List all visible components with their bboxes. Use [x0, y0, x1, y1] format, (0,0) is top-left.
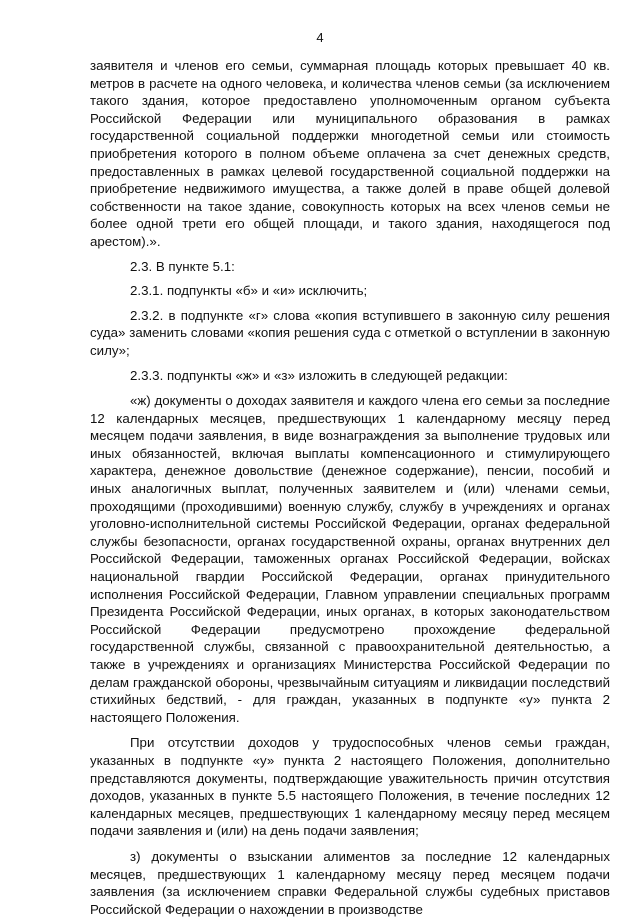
paragraph-clause-2-3-1: 2.3.1. подпункты «б» и «и» исключить; — [130, 283, 368, 299]
paragraph-clause-2-3: 2.3. В пункте 5.1: — [130, 258, 235, 274]
page-number: 4 — [316, 30, 324, 45]
paragraph-continuation: заявителя и членов его семьи, суммарная площадь которых превышает 40 кв. метров в расчете на одного человека, и количества членов семьи (за исключением такого здания, которое предоставлено уполномоченным органом субъекта Российской Федерации или муниципального образования в рамках государственной социальной поддержки многодетной семьи или стоимость приобретения которого в полном объеме оплачена за счет денежных средств, предоставленных в рамках целевой государственной социальной поддержки на приобретение недвижимого имущества, а также долей в праве общей долевой собственности на такое здание, совокупность которых на всех членов семьи не более одной трети его общей площади, и такого здания, находящегося под арестом).». — [90, 58, 610, 249]
paragraph-clause-2-3-3: 2.3.3. подпункты «ж» и «з» изложить в следующей редакции: — [130, 367, 508, 383]
paragraph-subclause-zh: «ж) документы о доходах заявителя и каждого члена его семьи за последние 12 календарных месяцев, предшествующих 1 календарному месяцу перед месяцем подачи заявления, в виде вознаграждения за выполнение трудовых или иных обязанностей, включая выплаты компенсационного и стимулирующего характера, денежное довольствие (денежное содержание), пенсии, пособий и иных аналогичных выплат, полученных заявителем и (или) членами семьи, проходящими (проходившими) военную службу, службу в учреждениях и органах уголовно-исполнительной системы Российской Федерации, органах федеральной службы безопасности, органах государственной охраны, органах внутренних дел Российской Федерации, таможенных органах Российской Федерации, войсках национальной гвардии Российской Федерации, органах принудительного исполнения Российской Федерации, Главном управлении специальных программ Президента Российской Федерации, иных органах, в которых законодательством Российской Федерации предусмотрено прохождение федеральной государственной службы, связанной с правоохранительной деятельностью, а также в учреждениях и организациях Министерства Российской Федерации по делам гражданской обороны, чрезвычайным ситуациям и ликвидации последствий стихийных бедствий, - для граждан, указанных в подпункте «у» пункта 2 настоящего Положения. — [90, 393, 610, 725]
paragraph-absence-of-income: При отсутствии доходов у трудоспособных членов семьи граждан, указанных в подпункте «у» пункта 2 настоящего Положения, дополнительно представляются документы, подтверждающие уважительность причин отсутствия доходов, указанных в пункте 5.5 настоящего Положения, в течение последних 12 календарных месяцев, предшествующих 1 календарному месяцу перед месяцем подачи заявления и (или) на день подачи заявления; — [90, 735, 610, 839]
document-body — [90, 57, 610, 918]
paragraph-clause-2-3-2: 2.3.2. в подпункте «г» слова «копия вступившего в законную силу решения суда» заменить словами «копия решения суда с отметкой о вступлении в законную силу»; — [90, 307, 610, 358]
paragraph-subclause-z: з) документы о взыскании алиментов за последние 12 календарных месяцев, предшествующих 1 календарному месяцу перед месяцем подачи заявления (за исключением справки Федеральной службы судебных приставов Российской Федерации о нахождении в производстве — [90, 848, 610, 917]
